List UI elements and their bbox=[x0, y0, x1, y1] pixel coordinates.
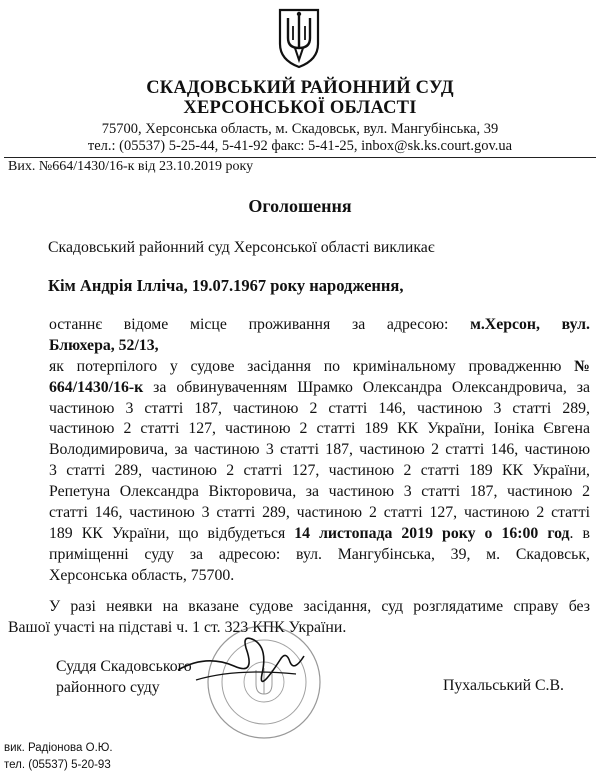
summons-body bbox=[49, 315, 590, 587]
body-text: за обвинуваченням Шрамко Олександра Олександровича, за bbox=[143, 378, 590, 396]
body-text: як потерпілого у судове засідання по кримінальному провадженню bbox=[49, 357, 575, 375]
outgoing-reference: Вих. №664/1430/16-к від 23.10.2019 року bbox=[8, 159, 254, 174]
body-emphasis: № bbox=[574, 357, 590, 375]
body-emphasis: Блюхера, 52/13, bbox=[49, 336, 159, 354]
absence-notice-line: Вашої участі на підставі ч. 1 ст. 323 КПК України. bbox=[8, 618, 347, 636]
body-line bbox=[49, 357, 590, 378]
body-line bbox=[49, 461, 590, 482]
body-text: частиною 3 статті 187, частиною 2 статті 146, частиною 3 статті 289, bbox=[49, 399, 590, 417]
judge-position-line2: районного суду bbox=[56, 679, 160, 696]
judge-position-line1: Суддя Скадовського bbox=[56, 658, 192, 675]
body-emphasis: 14 листопада 2019 року о 16:00 год bbox=[294, 524, 570, 542]
summons-intro: Скадовський районний суд Херсонської області викликає bbox=[48, 239, 435, 256]
body-line bbox=[49, 378, 590, 399]
body-emphasis: м.Херсон, вул. bbox=[470, 316, 590, 333]
trident-coat-of-arms-icon bbox=[276, 4, 322, 70]
judge-name: Пухальський С.В. bbox=[443, 677, 564, 694]
body-text: . в bbox=[569, 524, 590, 542]
body-text: частиною 2 статті 127, частиною 2 статті 189 КК України, Іоніка Євгена bbox=[49, 420, 590, 438]
handwritten-signature-icon bbox=[178, 638, 304, 681]
body-line bbox=[49, 503, 590, 524]
body-line bbox=[49, 419, 590, 440]
body-text: 189 КК України, що відбудеться bbox=[49, 524, 295, 542]
body-text: статті 146, частиною 3 статті 289, частиною 2 статті 127, частиною 2 статті bbox=[49, 504, 590, 522]
body-line bbox=[49, 524, 590, 545]
body-text: Володимировича, за частиною 3 статті 187, частиною 2 статті 146, частиною bbox=[49, 441, 590, 459]
body-emphasis: 664/1430/16-к bbox=[49, 378, 144, 396]
body-text: останнє відоме місце проживання за адресою: bbox=[49, 316, 471, 333]
court-name-line1: СКАДОВСЬКИЙ РАЙОННИЙ СУД bbox=[146, 78, 454, 98]
body-line bbox=[49, 399, 590, 420]
court-contacts: тел.: (05537) 5-25-44, 5-41-92 факс: 5-41-25, inbox@sk.ks.court.gov.ua bbox=[87, 138, 513, 154]
body-text: Херсонська область, 75700. bbox=[49, 566, 235, 584]
absence-notice-line: У разі неявки на вказане судове засідання, суд розглядатиме справу без bbox=[49, 598, 590, 615]
body-line bbox=[49, 315, 590, 336]
header-divider bbox=[4, 157, 596, 158]
body-text: Репетуна Олександра Вікторовича, за частиною 3 статті 187, частиною 2 bbox=[49, 483, 590, 501]
body-line bbox=[49, 545, 590, 566]
body-line bbox=[49, 566, 590, 587]
body-text: приміщенні суду за адресою: вул. Мангубінська, 39, м. Скадовськ, bbox=[49, 545, 590, 563]
summoned-person: Кім Андрія Ілліча, 19.07.1967 року народження, bbox=[48, 276, 404, 295]
body-text: 3 статті 289, частиною 2 статті 127, частиною 2 статті 189 КК України, bbox=[49, 462, 590, 480]
document-title: Оголошення bbox=[248, 196, 352, 216]
court-round-seal-stamp-icon bbox=[176, 610, 326, 750]
court-name-line2: ХЕРСОНСЬКОЇ ОБЛАСТІ bbox=[183, 98, 417, 118]
executor-name: вик. Радіонова О.Ю. bbox=[4, 742, 113, 754]
body-line bbox=[49, 440, 590, 461]
court-address: 75700, Херсонська область, м. Скадовськ, вул. Мангубінська, 39 bbox=[101, 121, 499, 137]
body-line bbox=[49, 336, 590, 357]
executor-phone: тел. (05537) 5-20-93 bbox=[4, 759, 111, 771]
body-line bbox=[49, 482, 590, 503]
